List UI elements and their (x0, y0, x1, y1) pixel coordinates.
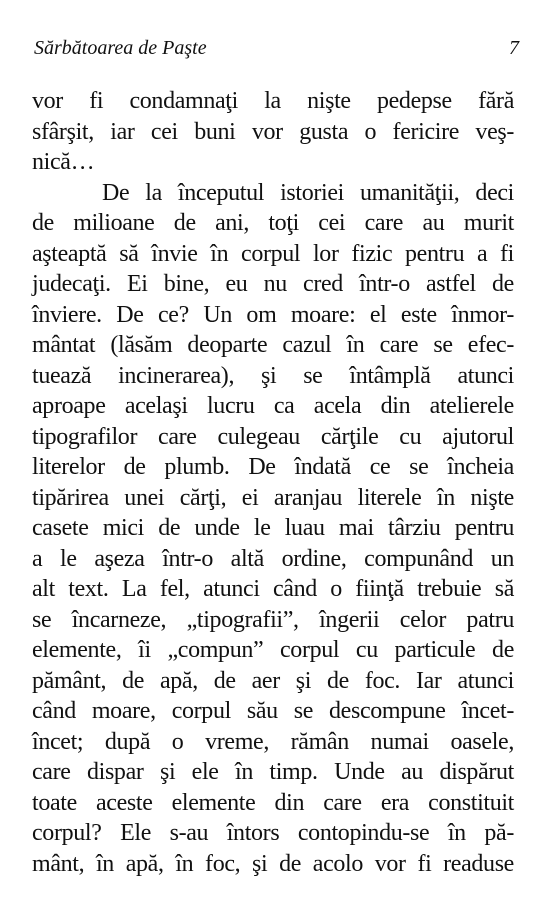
page-number: 7 (509, 37, 519, 59)
paragraph-start-line: De la începutul istoriei umanităţii, deci (102, 179, 514, 206)
text-line: care dispar şi ele în timp. Unde au dispărut (32, 759, 514, 785)
text-line: aşteaptă să învie în corpul lor fizic pentru a fi (32, 240, 514, 267)
text-line: de milioane de ani, toţi cei care au murit (32, 210, 514, 236)
text-line: tipărirea unei cărţi, ei aranjau literele în nişte (32, 484, 514, 511)
text-line: se încarneze, „tipografii”, îngerii celor patru (32, 606, 514, 633)
text-line: tuează incinerarea), şi se întâmplă atunci (32, 362, 514, 389)
text-line: nică… (32, 149, 95, 175)
text-line: mânt, în apă, în foc, şi de acolo vor fi readuse (32, 850, 514, 877)
body-text (32, 86, 514, 879)
text-line: încet; după o vreme, rămân numai oasele, (32, 728, 514, 755)
text-line: literelor de plumb. De îndată ce se încheia (32, 454, 514, 480)
text-line: înviere. De ce? Un om moare: el este înmor- (32, 301, 514, 328)
text-line: tipografilor care culegeau cărţile cu ajutorul (32, 423, 514, 450)
text-line: sfârşit, iar cei buni vor gusta o fericire veş- (32, 118, 514, 145)
running-header (34, 36, 519, 60)
text-line: casete mici de unde le luau mai târziu pentru (32, 515, 514, 541)
text-line: alt text. La fel, atunci când o fiinţă trebuie să (32, 576, 514, 602)
text-line: corpul? Ele s-au întors contopindu-se în pă- (32, 820, 514, 846)
chapter-title: Sărbătoarea de Paşte (34, 37, 207, 59)
text-line: aproape acelaşi lucru ca acela din atelierele (32, 393, 514, 419)
text-line: a le aşeza într-o altă ordine, compunând un (32, 545, 514, 572)
text-line: când moare, corpul său se descompune încet- (32, 698, 514, 724)
text-line: vor fi condamnaţi la nişte pedepse fără (32, 88, 514, 114)
text-line: pământ, de apă, de aer şi de foc. Iar atunci (32, 667, 514, 694)
text-line: elemente, îi „compun” corpul cu particule de (32, 637, 514, 663)
text-line: toate aceste elemente din care era constituit (32, 789, 514, 816)
text-line: judecaţi. Ei bine, eu nu cred într-o astfel de (32, 271, 514, 297)
text-line: mântat (lăsăm deoparte cazul în care se efec- (32, 332, 514, 358)
